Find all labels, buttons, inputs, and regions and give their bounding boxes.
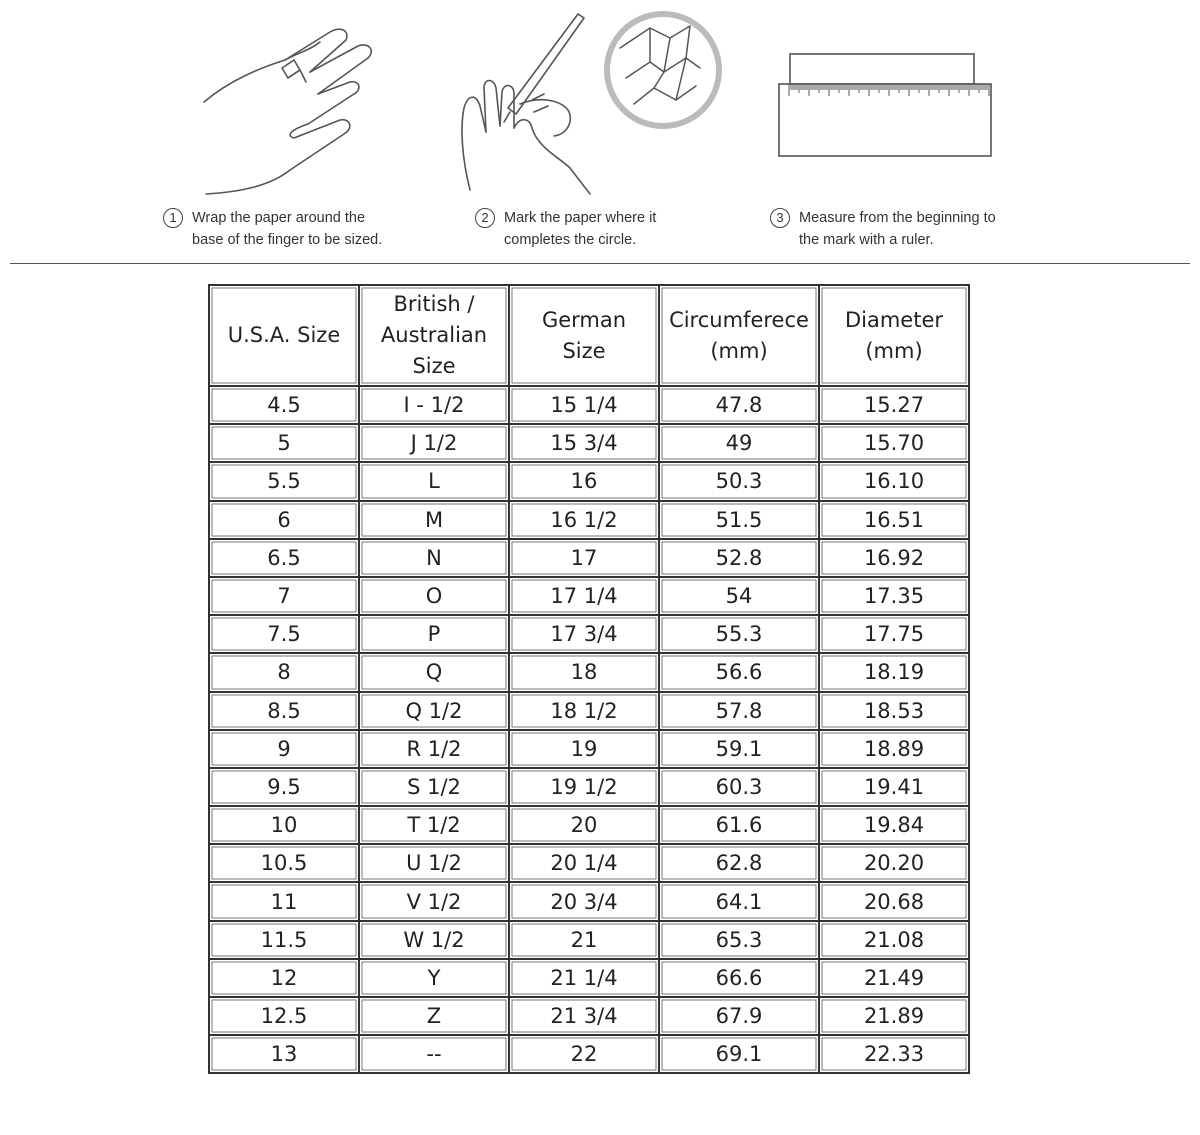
german-size-cell: 17 xyxy=(509,539,659,577)
diameter-cell: 16.51 xyxy=(819,501,969,539)
circumference-cell: 47.8 xyxy=(659,386,819,424)
diameter-cell: 21.08 xyxy=(819,921,969,959)
ring-size-table xyxy=(208,284,970,1074)
header-circumference xyxy=(659,285,819,386)
british-size-cell: L xyxy=(359,462,509,500)
step-number-badge: 1 xyxy=(163,208,183,228)
usa-size-cell: 10.5 xyxy=(209,844,359,882)
table-row xyxy=(209,997,969,1035)
german-size-cell: 20 1/4 xyxy=(509,844,659,882)
circumference-cell: 64.1 xyxy=(659,882,819,920)
usa-size-cell: 13 xyxy=(209,1035,359,1073)
header-text-line: (mm) xyxy=(865,338,923,363)
circumference-cell: 61.6 xyxy=(659,806,819,844)
circumference-cell: 51.5 xyxy=(659,501,819,539)
step-text-line: Mark the paper where it xyxy=(504,210,657,226)
step-1-caption xyxy=(163,207,382,251)
table-row xyxy=(209,921,969,959)
table-row xyxy=(209,424,969,462)
british-size-cell: N xyxy=(359,539,509,577)
step-text-line: Wrap the paper around the xyxy=(192,210,366,226)
table-row xyxy=(209,462,969,500)
usa-size-cell: 7 xyxy=(209,577,359,615)
usa-size-cell: 8.5 xyxy=(209,692,359,730)
circumference-cell: 60.3 xyxy=(659,768,819,806)
table-row xyxy=(209,615,969,653)
circumference-cell: 59.1 xyxy=(659,730,819,768)
diameter-cell: 18.53 xyxy=(819,692,969,730)
german-size-cell: 21 3/4 xyxy=(509,997,659,1035)
german-size-cell: 21 xyxy=(509,921,659,959)
usa-size-cell: 9 xyxy=(209,730,359,768)
british-size-cell: Z xyxy=(359,997,509,1035)
german-size-cell: 18 1/2 xyxy=(509,692,659,730)
header-german-size xyxy=(509,285,659,386)
step-number-badge: 3 xyxy=(770,208,790,228)
header-text-line: U.S.A. Size xyxy=(227,323,341,347)
header-text-line: Diameter xyxy=(844,307,944,332)
table-row xyxy=(209,539,969,577)
header-text-line: Size xyxy=(412,354,456,378)
table-row xyxy=(209,653,969,691)
header-british-australian-size xyxy=(359,285,509,386)
german-size-cell: 17 1/4 xyxy=(509,577,659,615)
diameter-cell: 19.84 xyxy=(819,806,969,844)
step-number-badge: 2 xyxy=(475,208,495,228)
german-size-cell: 19 xyxy=(509,730,659,768)
british-size-cell: R 1/2 xyxy=(359,730,509,768)
british-size-cell: V 1/2 xyxy=(359,882,509,920)
header-text-line: British / xyxy=(393,292,475,316)
diameter-cell: 18.89 xyxy=(819,730,969,768)
diameter-cell: 19.41 xyxy=(819,768,969,806)
usa-size-cell: 12 xyxy=(209,959,359,997)
table-row xyxy=(209,577,969,615)
diameter-cell: 20.20 xyxy=(819,844,969,882)
german-size-cell: 18 xyxy=(509,653,659,691)
circumference-cell: 65.3 xyxy=(659,921,819,959)
german-size-cell: 22 xyxy=(509,1035,659,1073)
usa-size-cell: 11.5 xyxy=(209,921,359,959)
german-size-cell: 17 3/4 xyxy=(509,615,659,653)
header-text-line: Circumferece xyxy=(669,307,809,332)
diameter-cell: 20.68 xyxy=(819,882,969,920)
german-size-cell: 16 xyxy=(509,462,659,500)
circumference-cell: 55.3 xyxy=(659,615,819,653)
british-size-cell: J 1/2 xyxy=(359,424,509,462)
table-row xyxy=(209,844,969,882)
header-diameter xyxy=(819,285,969,386)
diameter-cell: 17.75 xyxy=(819,615,969,653)
diameter-cell: 17.35 xyxy=(819,577,969,615)
usa-size-cell: 5.5 xyxy=(209,462,359,500)
usa-size-cell: 9.5 xyxy=(209,768,359,806)
table-row xyxy=(209,768,969,806)
table-row xyxy=(209,806,969,844)
british-size-cell: -- xyxy=(359,1035,509,1073)
header-text-line: Australian xyxy=(380,323,488,347)
circumference-cell: 69.1 xyxy=(659,1035,819,1073)
table-row xyxy=(209,1035,969,1073)
usa-size-cell: 4.5 xyxy=(209,386,359,424)
circumference-cell: 50.3 xyxy=(659,462,819,500)
british-size-cell: P xyxy=(359,615,509,653)
circumference-cell: 67.9 xyxy=(659,997,819,1035)
british-size-cell: S 1/2 xyxy=(359,768,509,806)
usa-size-cell: 11 xyxy=(209,882,359,920)
table-row xyxy=(209,692,969,730)
usa-size-cell: 12.5 xyxy=(209,997,359,1035)
british-size-cell: I - 1/2 xyxy=(359,386,509,424)
usa-size-cell: 8 xyxy=(209,653,359,691)
table-row xyxy=(209,959,969,997)
british-size-cell: Q xyxy=(359,653,509,691)
step-3-caption xyxy=(770,207,996,251)
usa-size-cell: 5 xyxy=(209,424,359,462)
german-size-cell: 15 1/4 xyxy=(509,386,659,424)
section-divider xyxy=(10,263,1190,264)
table-row xyxy=(209,386,969,424)
usa-size-cell: 6 xyxy=(209,501,359,539)
header-text-line: (mm) xyxy=(710,338,768,363)
circumference-cell: 52.8 xyxy=(659,539,819,577)
british-size-cell: O xyxy=(359,577,509,615)
german-size-cell: 20 xyxy=(509,806,659,844)
german-size-cell: 20 3/4 xyxy=(509,882,659,920)
german-size-cell: 21 1/4 xyxy=(509,959,659,997)
german-size-cell: 19 1/2 xyxy=(509,768,659,806)
step-2-caption xyxy=(475,207,656,251)
circumference-cell: 57.8 xyxy=(659,692,819,730)
circumference-cell: 66.6 xyxy=(659,959,819,997)
table-row xyxy=(209,730,969,768)
british-size-cell: W 1/2 xyxy=(359,921,509,959)
table-row xyxy=(209,501,969,539)
step-text-line: base of the finger to be sized. xyxy=(192,232,383,248)
german-size-cell: 16 1/2 xyxy=(509,501,659,539)
diameter-cell: 15.27 xyxy=(819,386,969,424)
british-size-cell: U 1/2 xyxy=(359,844,509,882)
header-text-line: German xyxy=(541,307,627,332)
table-header-row xyxy=(209,285,969,386)
diameter-cell: 15.70 xyxy=(819,424,969,462)
circumference-cell: 54 xyxy=(659,577,819,615)
british-size-cell: T 1/2 xyxy=(359,806,509,844)
diameter-cell: 21.49 xyxy=(819,959,969,997)
usa-size-cell: 10 xyxy=(209,806,359,844)
british-size-cell: Q 1/2 xyxy=(359,692,509,730)
german-size-cell: 15 3/4 xyxy=(509,424,659,462)
step-text-line: Measure from the beginning to xyxy=(799,210,996,226)
circumference-cell: 62.8 xyxy=(659,844,819,882)
diameter-cell: 18.19 xyxy=(819,653,969,691)
usa-size-cell: 6.5 xyxy=(209,539,359,577)
british-size-cell: M xyxy=(359,501,509,539)
usa-size-cell: 7.5 xyxy=(209,615,359,653)
diameter-cell: 22.33 xyxy=(819,1035,969,1073)
circumference-cell: 56.6 xyxy=(659,653,819,691)
instruction-steps xyxy=(0,0,1200,262)
circumference-cell: 49 xyxy=(659,424,819,462)
british-size-cell: Y xyxy=(359,959,509,997)
diameter-cell: 16.92 xyxy=(819,539,969,577)
header-text-line: Size xyxy=(562,338,606,363)
diameter-cell: 16.10 xyxy=(819,462,969,500)
step-text-line: the mark with a ruler. xyxy=(799,232,934,248)
diameter-cell: 21.89 xyxy=(819,997,969,1035)
pen-mark-icon xyxy=(450,8,730,198)
table-row xyxy=(209,882,969,920)
ruler-icon xyxy=(775,50,997,162)
header-usa-size xyxy=(209,285,359,386)
hand-wrap-icon xyxy=(190,20,380,200)
step-text-line: completes the circle. xyxy=(504,232,637,248)
